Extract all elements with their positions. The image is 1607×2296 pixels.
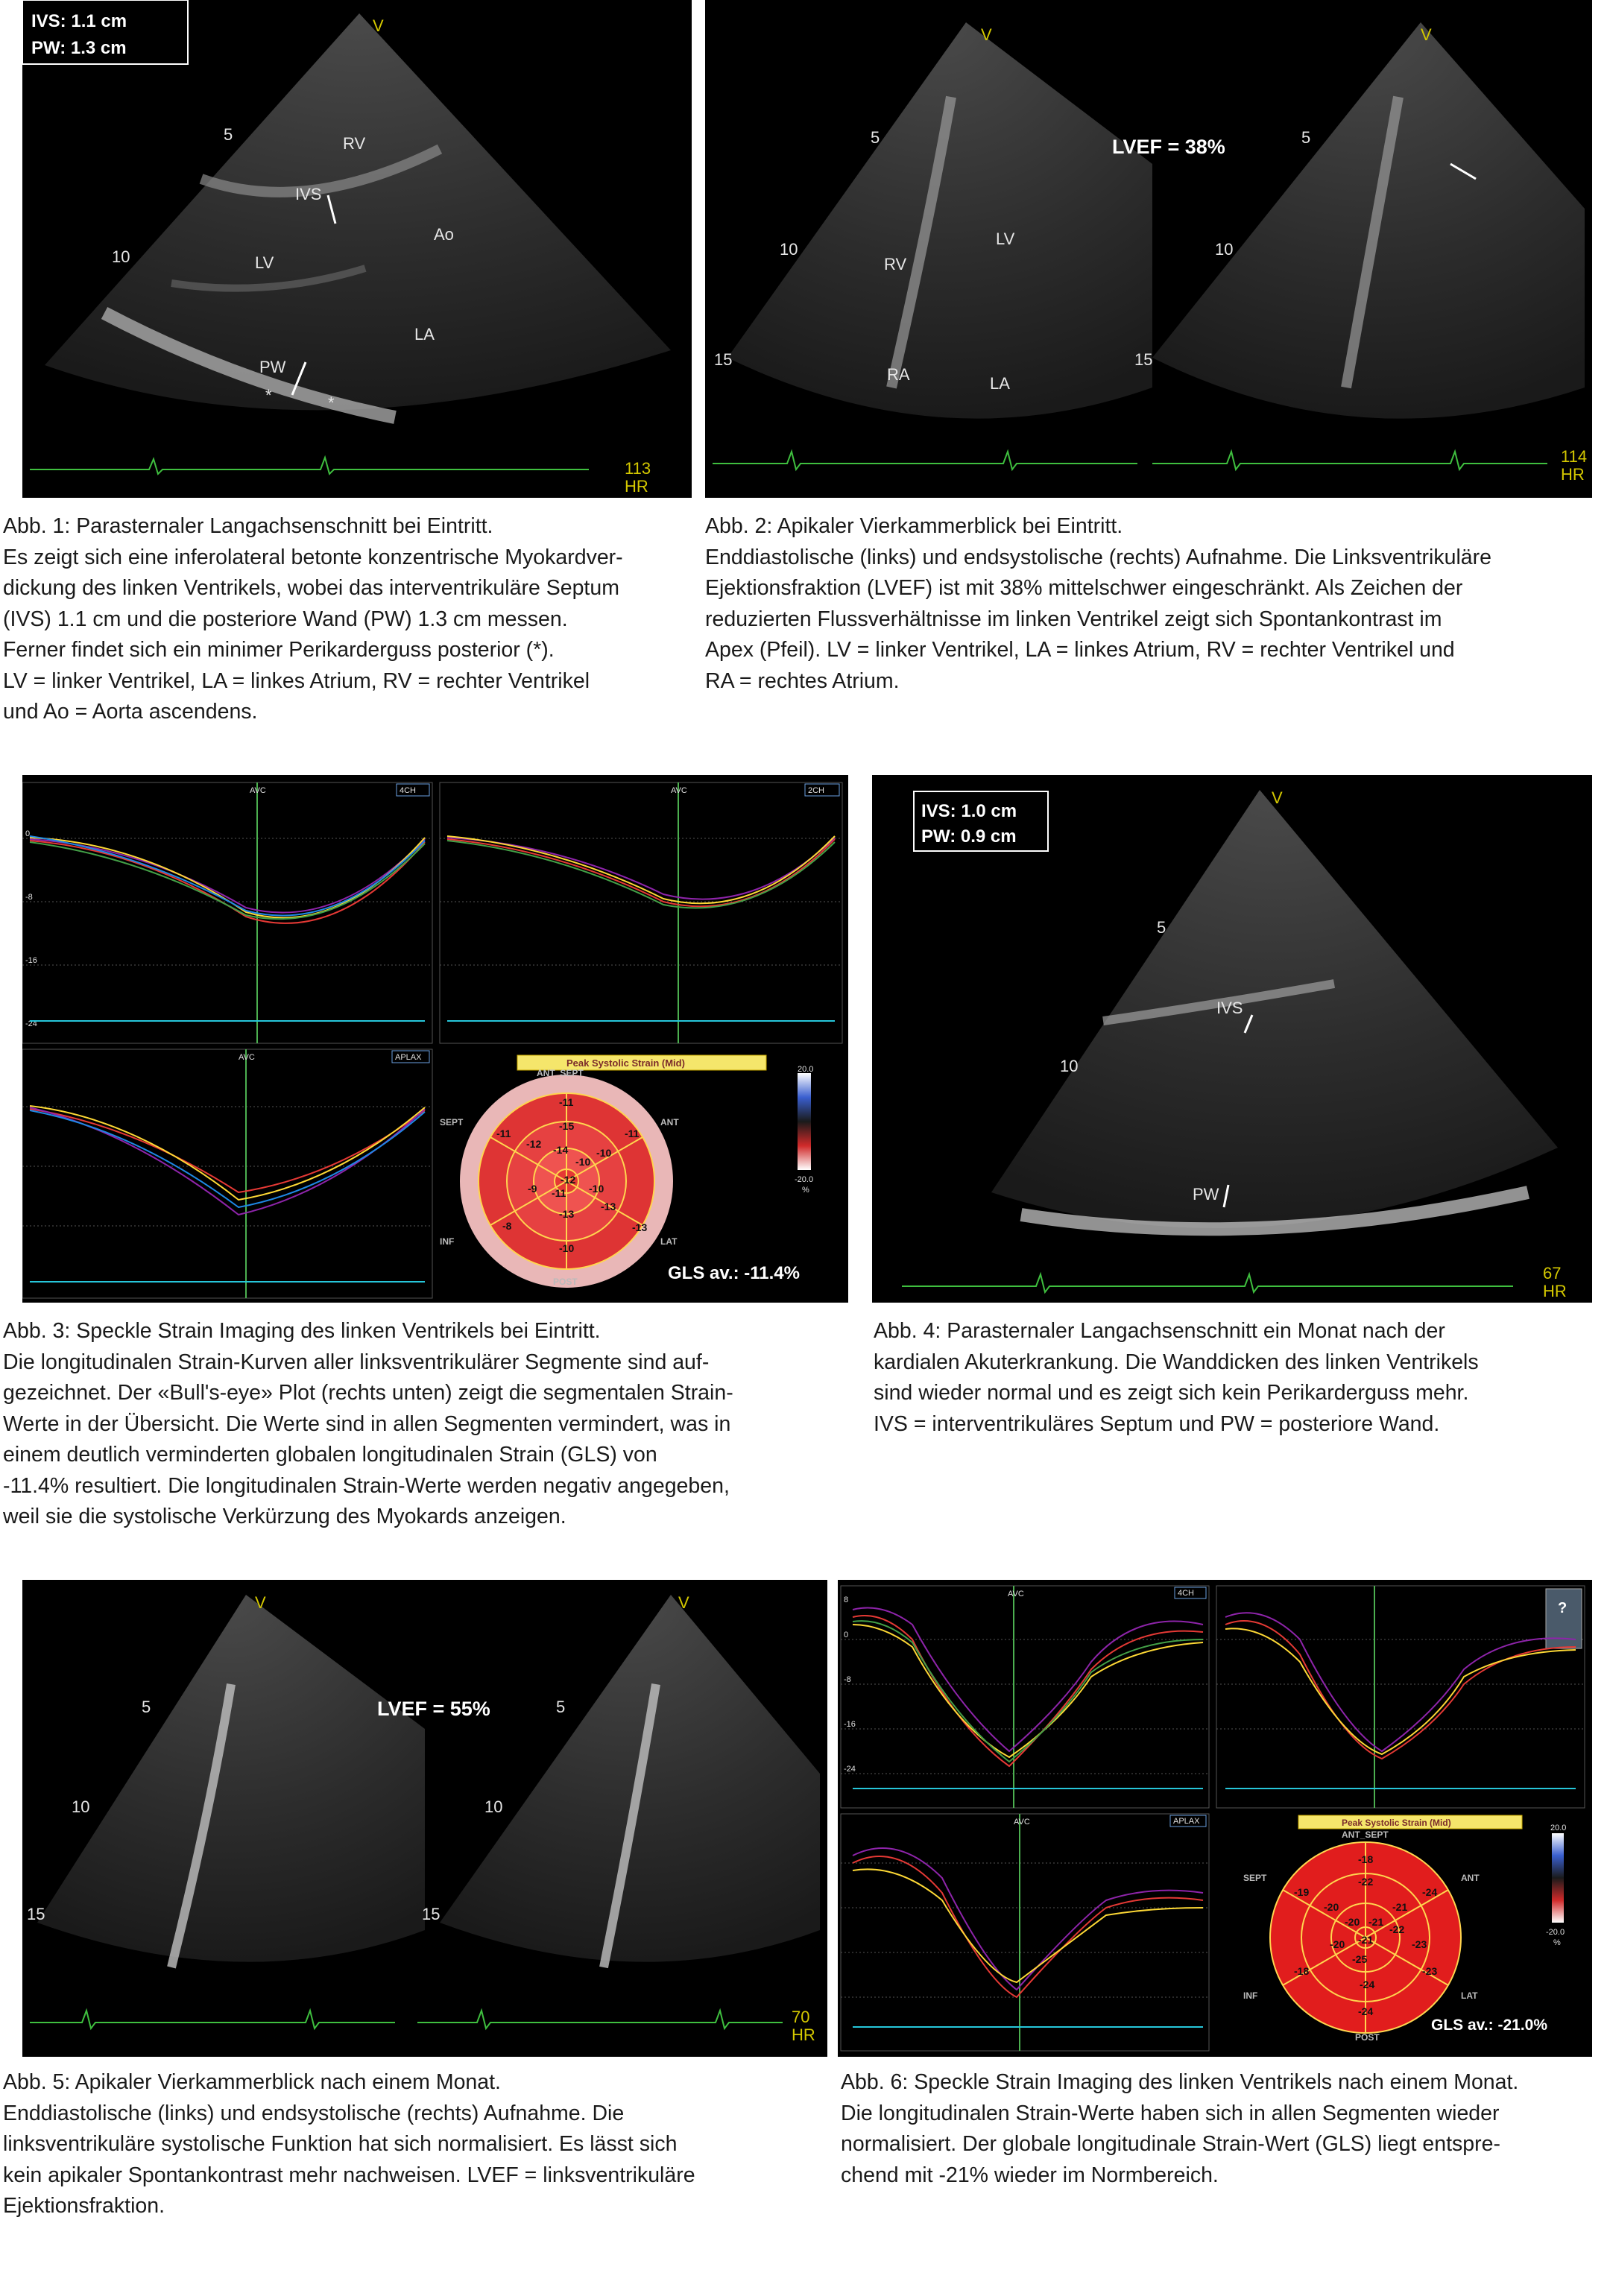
fig3-scale-bottom: -20.0 xyxy=(795,1175,814,1184)
fig1-caption-line: LV = linker Ventrikel, LA = linkes Atrium, RV = rechter Ventrikel xyxy=(3,668,590,693)
fig6-wall-sept: SEPT xyxy=(1243,1873,1267,1883)
fig3-avc-2ch: AVC xyxy=(671,786,687,795)
fig3-segment-value: -10 xyxy=(575,1156,591,1168)
fig3-caption-line: einem deutlich verminderten globalen longitudinalen Strain (GLS) von xyxy=(3,1443,657,1467)
fig4-ecg-trace xyxy=(902,1274,1513,1292)
fig3-ytick: -24 xyxy=(25,1019,37,1028)
fig2-ecg-left xyxy=(713,452,1137,469)
fig6-ytick: -16 xyxy=(844,1720,856,1729)
fig3-strain-image xyxy=(22,775,848,1303)
fig3-segment-value: -14 xyxy=(553,1144,569,1156)
fig1-label-ivs: IVS xyxy=(295,185,322,203)
fig3-chart-aplax xyxy=(22,1049,432,1298)
fig6-bullseye-panel xyxy=(1243,1815,1566,2043)
fig1-caption-line: dickung des linken Ventrikels, wobei das interventrikuläre Septum xyxy=(3,576,619,600)
fig4-v-marker: V xyxy=(1272,788,1283,807)
fig3-scale-top: 20.0 xyxy=(798,1065,814,1074)
fig6-segment-value: -21 xyxy=(1368,1916,1384,1928)
fig3-ytick: -16 xyxy=(25,956,37,965)
fig2-caption-line: reduzierten Flussverhältnisse im linken Ventrikel zeigt sich Spontankontrast im xyxy=(705,607,1442,631)
fig1-v-marker: V xyxy=(373,16,384,35)
fig5-caption-line: Ejektionsfraktion. xyxy=(3,2194,165,2218)
fig2-depth-15-left: 15 xyxy=(714,350,733,369)
fig6-caption-line: Die longitudinalen Strain-Werte haben sich in allen Segmenten wieder xyxy=(841,2101,1500,2125)
fig3-wall-ant-sept: ANT_SEPT xyxy=(537,1068,584,1078)
fig6-segment-value: -24 xyxy=(1360,1979,1375,1990)
fig2-hr-unit: HR xyxy=(1561,465,1585,484)
fig1-depth-10: 10 xyxy=(112,247,130,266)
fig2-depth-15-right: 15 xyxy=(1134,350,1153,369)
fig3-ytick: -8 xyxy=(25,893,33,902)
fig5-caption xyxy=(3,2067,695,2222)
fig6-segment-value: -24 xyxy=(1358,2005,1374,2017)
fig3-view-aplax: APLAX xyxy=(395,1053,422,1062)
fig3-caption-line: Abb. 3: Speckle Strain Imaging des linken Ventrikels bei Eintritt. xyxy=(3,1319,601,1343)
fig4-caption-line: sind wieder normal und es zeigt sich kein Perikarderguss mehr. xyxy=(874,1381,1469,1405)
fig1-star-2: * xyxy=(328,393,335,412)
fig4-hr-unit: HR xyxy=(1543,1282,1567,1300)
fig5-caption-line: kein apikaler Spontankontrast mehr nachweisen. LVEF = linksventrikuläre xyxy=(3,2163,695,2187)
fig6-view-aplax: APLAX xyxy=(1173,1817,1200,1826)
fig6-peak-label: Peak Systolic Strain (Mid) xyxy=(1342,1818,1451,1828)
fig1-depth-5: 5 xyxy=(224,125,233,144)
fig1-caption-line: und Ao = Aorta ascendens. xyxy=(3,700,258,724)
fig5-depth-15-left: 15 xyxy=(27,1905,45,1923)
fig3-wall-lat: LAT xyxy=(660,1236,678,1247)
fig3-bullseye-panel xyxy=(440,1055,813,1288)
fig6-ytick: -8 xyxy=(844,1675,851,1684)
fig3-avc-4ch: AVC xyxy=(250,786,266,795)
fig3-avc-aplax: AVC xyxy=(239,1053,255,1062)
fig4-caption-line: Abb. 4: Parasternaler Langachsenschnitt ein Monat nach der xyxy=(874,1319,1445,1343)
fig6-wall-ant: ANT xyxy=(1461,1873,1480,1883)
fig3-segment-value: -11 xyxy=(559,1096,574,1108)
fig1-star-1: * xyxy=(265,386,272,405)
fig1-caption-line: (IVS) 1.1 cm und die posteriore Wand (PW) 1.3 cm messen. xyxy=(3,607,568,631)
fig3-segment-value: -12 xyxy=(561,1174,576,1186)
fig4-caption xyxy=(874,1316,1479,1440)
fig4-caption-line: kardialen Akuterkrankung. Die Wanddicken des linken Ventrikels xyxy=(874,1350,1479,1374)
fig6-wall-post: POST xyxy=(1355,2032,1380,2043)
fig5-sector-left xyxy=(37,1595,425,1962)
fig2-caption-line: RA = rechtes Atrium. xyxy=(705,668,900,693)
fig6-scale-top: 20.0 xyxy=(1550,1824,1567,1832)
fig5-depth-15-right: 15 xyxy=(422,1905,441,1923)
fig3-wall-post: POST xyxy=(553,1277,578,1287)
fig1-label-pw: PW xyxy=(259,358,286,376)
fig6-caption-line: Abb. 6: Speckle Strain Imaging des linken Ventrikels nach einem Monat. xyxy=(841,2070,1519,2094)
fig3-caption-line: Die longitudinalen Strain-Kurven aller linksventrikulärer Segmente sind auf- xyxy=(3,1350,710,1374)
fig6-segment-value: -23 xyxy=(1422,1965,1438,1977)
fig3-caption-line: Werte in der Übersicht. Die Werte sind in allen Segmenten vermindert, was in xyxy=(3,1411,731,1436)
fig3-gls: GLS av.: -11.4% xyxy=(668,1263,800,1283)
fig5-echo-image xyxy=(22,1580,827,2057)
fig3-caption xyxy=(3,1316,733,1533)
fig3-segment-value: -13 xyxy=(632,1221,648,1233)
fig6-segment-value: -23 xyxy=(1412,1938,1427,1950)
fig3-segment-value: -8 xyxy=(502,1220,512,1232)
fig3-segment-value: -10 xyxy=(596,1147,612,1159)
fig6-caption-line: chend mit -21% wieder im Normbereich. xyxy=(841,2163,1219,2187)
fig6-ytick: 8 xyxy=(844,1596,849,1604)
fig3-segment-value: -11 xyxy=(625,1128,640,1139)
fig3-segment-value: -13 xyxy=(601,1201,616,1212)
fig5-depth-5-left: 5 xyxy=(142,1698,151,1716)
fig3-color-scale xyxy=(798,1073,811,1170)
fig3-caption-line: gezeichnet. Der «Bull's-eye» Plot (rechts unten) zeigt die segmentalen Strain- xyxy=(3,1381,733,1405)
fig1-measure-pw: PW: 1.3 cm xyxy=(31,38,127,58)
fig3-chart-2ch xyxy=(440,782,842,1043)
fig6-wall-ant-sept: ANT_SEPT xyxy=(1342,1829,1389,1840)
fig5-sector-right xyxy=(440,1595,820,1962)
fig3-view-4ch: 4CH xyxy=(400,786,417,795)
fig4-caption-line: IVS = interventrikuläres Septum und PW = posteriore Wand. xyxy=(874,1411,1440,1436)
fig1-measure-ivs: IVS: 1.1 cm xyxy=(31,11,127,31)
fig5-hr-unit: HR xyxy=(792,2025,815,2044)
fig3-segment-value: -15 xyxy=(559,1120,575,1132)
fig5-depth-10-right: 10 xyxy=(484,1797,503,1816)
fig3-chart-4ch xyxy=(22,782,432,1043)
fig1-sector xyxy=(45,13,671,410)
fig2-hr-value: 114 xyxy=(1561,447,1588,466)
fig1-label-lv: LV xyxy=(255,253,274,272)
fig1-echo-image xyxy=(22,0,692,498)
fig2-label-lv: LV xyxy=(996,230,1015,248)
fig6-ytick: -24 xyxy=(844,1765,856,1774)
fig6-segment-value: -22 xyxy=(1389,1923,1405,1935)
fig3-segment-value: -11 xyxy=(552,1187,566,1199)
fig6-segment-value: -18 xyxy=(1358,1853,1374,1865)
fig6-segment-value: -18 xyxy=(1294,1965,1310,1977)
fig6-chart-4ch xyxy=(841,1586,1209,1808)
fig4-measure-ivs: IVS: 1.0 cm xyxy=(921,801,1017,821)
fig3-wall-inf: INF xyxy=(440,1236,455,1247)
fig6-segment-value: -21 xyxy=(1392,1901,1408,1913)
fig3-scale-unit: % xyxy=(802,1186,809,1195)
fig2-echo-image xyxy=(705,0,1592,498)
fig6-segment-value: -24 xyxy=(1422,1886,1438,1898)
fig1-hr-value: 113 xyxy=(625,459,651,478)
fig6-strain-image xyxy=(838,1580,1592,2057)
fig2-label-rv: RV xyxy=(884,255,907,273)
fig3-segment-value: -11 xyxy=(496,1128,511,1139)
fig6-scale-unit: % xyxy=(1553,1938,1561,1947)
fig5-depth-10-left: 10 xyxy=(72,1797,90,1816)
fig6-wall-inf: INF xyxy=(1243,1990,1258,2001)
fig6-wall-lat: LAT xyxy=(1461,1990,1478,2001)
fig2-caption xyxy=(705,511,1491,697)
fig3-segment-value: -10 xyxy=(589,1183,604,1195)
fig4-label-ivs: IVS xyxy=(1216,999,1243,1017)
fig4-measure-pw: PW: 0.9 cm xyxy=(921,826,1017,847)
fig2-caption-line: Abb. 2: Apikaler Vierkammerblick bei Eintritt. xyxy=(705,514,1123,538)
fig3-wall-sept: SEPT xyxy=(440,1117,464,1128)
fig2-label-la: LA xyxy=(990,374,1010,393)
fig6-chart-aplax xyxy=(841,1814,1209,2051)
fig3-segment-value: -10 xyxy=(559,1242,575,1254)
fig6-view-4ch: 4CH xyxy=(1178,1589,1195,1598)
fig2-v-left: V xyxy=(981,25,992,44)
fig3-ytick: 0 xyxy=(25,829,31,838)
fig2-depth-10-left: 10 xyxy=(780,240,798,259)
fig1-label-ao: Ao xyxy=(434,225,454,244)
fig3-caption-line: -11.4% resultiert. Die longitudinalen Strain-Werte werden negativ angegeben, xyxy=(3,1473,730,1498)
fig2-label-ra: RA xyxy=(887,365,910,384)
fig2-depth-5-right: 5 xyxy=(1301,128,1311,147)
fig6-ytick: 0 xyxy=(844,1631,849,1639)
fig6-segment-value: -19 xyxy=(1294,1886,1310,1898)
fig5-v-left: V xyxy=(255,1593,266,1612)
fig2-caption-line: Apex (Pfeil). LV = linker Ventrikel, LA = linkes Atrium, RV = rechter Ventrikel und xyxy=(705,638,1455,662)
fig1-hr-unit: HR xyxy=(625,477,648,496)
fig6-question: ? xyxy=(1558,1600,1567,1616)
fig4-sector xyxy=(991,790,1558,1228)
fig6-chart-2ch xyxy=(1216,1586,1585,1808)
fig2-v-right: V xyxy=(1421,25,1432,44)
fig1-caption-line: Abb. 1: Parasternaler Langachsenschnitt bei Eintritt. xyxy=(3,514,493,538)
fig6-caption xyxy=(841,2067,1518,2191)
fig3-segment-value: -13 xyxy=(559,1208,575,1220)
fig3-wall-ant: ANT xyxy=(660,1117,679,1128)
fig1-caption-line: Ferner findet sich ein minimer Perikarderguss posterior (*). xyxy=(3,638,555,662)
fig3-view-2ch: 2CH xyxy=(808,786,825,795)
fig4-echo-image xyxy=(872,775,1592,1303)
fig3-segment-value: -9 xyxy=(528,1183,537,1195)
fig6-segment-value: -20 xyxy=(1324,1901,1339,1913)
fig3-peak-label: Peak Systolic Strain (Mid) xyxy=(566,1057,685,1069)
fig6-segment-value: -21 xyxy=(1358,1934,1374,1946)
fig2-lvef: LVEF = 38% xyxy=(1112,136,1225,158)
fig4-label-pw: PW xyxy=(1193,1185,1219,1204)
fig6-help-box xyxy=(1546,1589,1582,1648)
fig1-caption-line: Es zeigt sich eine inferolateral betonte konzentrische Myokardver- xyxy=(3,545,623,569)
fig5-depth-5-right: 5 xyxy=(556,1698,566,1716)
fig6-color-scale xyxy=(1552,1833,1564,1923)
fig4-hr-value: 67 xyxy=(1543,1264,1562,1283)
fig3-segment-value: -12 xyxy=(526,1138,542,1150)
fig6-scale-bottom: -20.0 xyxy=(1546,1928,1565,1937)
fig5-caption-line: linksventrikuläre systolische Funktion hat sich normalisiert. Es lässt sich xyxy=(3,2132,678,2156)
fig6-segment-value: -20 xyxy=(1345,1916,1360,1928)
fig6-gls: GLS av.: -21.0% xyxy=(1431,2017,1548,2034)
fig6-segment-value: -25 xyxy=(1352,1953,1368,1965)
fig5-lvef: LVEF = 55% xyxy=(377,1698,490,1720)
fig6-avc-4ch: AVC xyxy=(1008,1590,1024,1598)
fig5-hr-value: 70 xyxy=(792,2008,810,2026)
fig1-label-rv: RV xyxy=(343,134,366,153)
fig5-v-right: V xyxy=(678,1593,689,1612)
fig6-segment-value: -20 xyxy=(1330,1938,1345,1950)
fig2-caption-line: Enddiastolische (links) und endsystolische (rechts) Aufnahme. Die Linksventrikuläre xyxy=(705,545,1492,569)
fig3-caption-line: weil sie die systolische Verkürzung des Myokards anzeigen. xyxy=(3,1505,566,1528)
fig2-depth-5-left: 5 xyxy=(871,128,880,147)
fig2-sector-left xyxy=(727,22,1152,419)
fig2-caption-line: Ejektionsfraktion (LVEF) ist mit 38% mittelschwer eingeschränkt. Als Zeichen der xyxy=(705,576,1463,600)
fig5-caption-line: Abb. 5: Apikaler Vierkammerblick nach einem Monat. xyxy=(3,2070,501,2094)
fig1-ecg-trace xyxy=(30,458,589,474)
fig4-depth-10: 10 xyxy=(1060,1057,1079,1075)
fig2-ecg-right xyxy=(1152,452,1547,469)
fig5-ecg-right xyxy=(417,2011,783,2028)
fig2-sector-right xyxy=(1152,22,1585,419)
fig6-caption-line: normalisiert. Der globale longitudinale Strain-Wert (GLS) liegt entspre- xyxy=(841,2132,1500,2156)
fig1-label-la: LA xyxy=(414,325,435,344)
fig6-avc-aplax: AVC xyxy=(1014,1818,1030,1827)
fig4-depth-5: 5 xyxy=(1157,918,1166,937)
fig2-depth-10-right: 10 xyxy=(1215,240,1234,259)
fig5-ecg-left xyxy=(30,2011,395,2028)
fig1-caption xyxy=(3,511,623,728)
fig5-caption-line: Enddiastolische (links) und endsystolische (rechts) Aufnahme. Die xyxy=(3,2101,625,2125)
fig6-segment-value: -22 xyxy=(1358,1876,1374,1888)
